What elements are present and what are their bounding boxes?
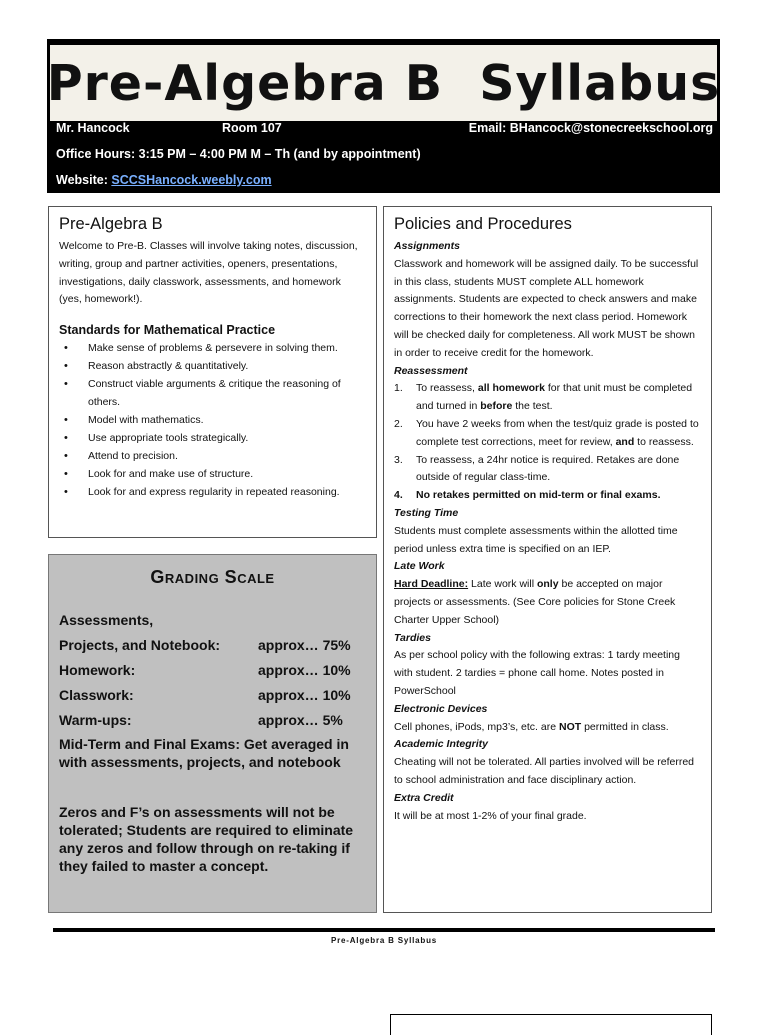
grading-scale-section xyxy=(48,554,377,913)
midterm-note: Mid-Term and Final Exams: Get averaged in with assessments, projects, and notebook xyxy=(59,736,349,770)
policies-title: Policies and Procedures xyxy=(394,215,572,233)
devices-heading: Electronic Devices xyxy=(394,702,488,715)
testing-text: Students must complete assessments within the allotted time period unless extra time is specified on an IEP. xyxy=(394,524,678,555)
grade-value: approx… 5% xyxy=(258,712,343,728)
late-work-text: Hard Deadline: Late work will only be accepted on major projects or assessments. (See Core policies for Stone Creek Charter Upper School) xyxy=(394,578,676,626)
integrity-heading: Academic Integrity xyxy=(394,738,488,751)
grade-value: approx… 75% xyxy=(258,637,351,653)
grade-label: Homework: xyxy=(59,662,136,678)
list-item: • Look for and make use of structure. xyxy=(59,465,366,483)
teacher-name: Mr. Hancock xyxy=(56,121,130,135)
title-box xyxy=(46,45,721,121)
tardies-heading: Tardies xyxy=(394,631,431,644)
devices-text: Cell phones, iPods, mp3’s, etc. are NOT permitted in class. xyxy=(394,720,669,733)
list-item: 1. To reassess, all homework for that unit must be completed and turned in before the test. xyxy=(394,382,693,413)
list-item: 4. No retakes permitted on mid-term or final exams. xyxy=(394,489,661,502)
grade-value: approx… 10% xyxy=(258,662,351,678)
grade-row xyxy=(59,708,366,733)
integrity-text: Cheating will not be tolerated. All parties involved will be referred to school administration and face disciplinary action. xyxy=(394,756,694,786)
email: Email: BHancock@stonecreekschool.org xyxy=(468,121,713,135)
extra-credit-text: It will be at most 1-2% of your final grade. xyxy=(394,809,587,822)
grade-row xyxy=(59,633,366,658)
grade-row xyxy=(59,658,366,683)
intro-title: Pre-Algebra B xyxy=(59,215,163,233)
intro-section xyxy=(48,206,377,538)
grade-label: Classwork: xyxy=(59,687,134,703)
office-hours: Office Hours: 3:15 PM – 4:00 PM M – Th (and by appointment) xyxy=(56,147,421,161)
policies-section xyxy=(383,206,712,913)
footer-title: Pre-Algebra B Syllabus xyxy=(330,936,438,945)
testing-heading: Testing Time xyxy=(394,506,459,519)
assignments-heading: Assignments xyxy=(394,240,460,252)
list-item: • Model with mathematics. xyxy=(59,411,366,429)
website-label: Website: xyxy=(56,173,108,187)
zeros-note: Zeros and F’s on assessments will not be tolerated; Students are required to eliminate any zeros and follow through on re-taking if they failed to master a concept. xyxy=(59,804,354,874)
standards-title: Standards for Mathematical Practice xyxy=(59,323,276,338)
grade-label: Projects, and Notebook: xyxy=(59,637,221,653)
grade-line-assessments: Assessments, xyxy=(59,612,154,628)
list-item: • Reason abstractly & quantitatively. xyxy=(59,357,366,375)
grade-value: approx… 10% xyxy=(258,687,351,703)
intro-text: Welcome to Pre-B. Classes will involve taking notes, discussion, writing, group and partner activities, openers, presentations, investigations, daily classwork, assessments, and homework (yes, homework!). xyxy=(59,240,358,306)
page-title: Pre-Algebra B Syllabus xyxy=(46,54,721,112)
list-item: • Attend to precision. xyxy=(59,447,366,465)
tardies-text: As per school policy with the following extras: 1 tardy meeting with student. 2 tardies = phone call home. Notes posted in PowerSchool xyxy=(394,649,680,697)
list-item: 2. You have 2 weeks from when the test/quiz grade is posted to complete test corrections, meet for review, and to reassess. xyxy=(394,417,699,448)
website-link[interactable]: SCCSHancock.weebly.com xyxy=(111,173,272,187)
grading-title: Grading Scale xyxy=(150,567,275,587)
header-banner xyxy=(47,39,720,193)
late-work-heading: Late Work xyxy=(394,560,445,573)
extra-credit-heading: Extra Credit xyxy=(394,791,454,804)
next-page-box-edge xyxy=(390,1014,712,1035)
reassessment-heading: Reassessment xyxy=(394,364,468,377)
assignments-text: Classwork and homework will be assigned daily. To be successful in this class, students MUST complete ALL homework assignments. Students are expected to check answers and make corrections to their homework the next class period. Homework will be checked daily for completeness. All work MUST be shown in order to receive credit for the homework. xyxy=(394,257,699,359)
list-item: • Construct viable arguments & critique the reasoning of others. xyxy=(59,375,366,411)
list-item: • Make sense of problems & persevere in solving them. xyxy=(59,339,366,357)
room-number: Room 107 xyxy=(222,121,282,135)
standards-list xyxy=(59,339,366,501)
list-item: • Use appropriate tools strategically. xyxy=(59,429,366,447)
reassessment-list xyxy=(394,380,701,505)
grade-label: Warm-ups: xyxy=(59,712,132,728)
grade-row xyxy=(59,683,366,708)
footer-divider xyxy=(53,928,715,932)
list-item: 3. To reassess, a 24hr notice is required. Retakes are done outside of regular class-time. xyxy=(394,453,680,484)
list-item: • Look for and express regularity in repeated reasoning. xyxy=(59,483,366,501)
